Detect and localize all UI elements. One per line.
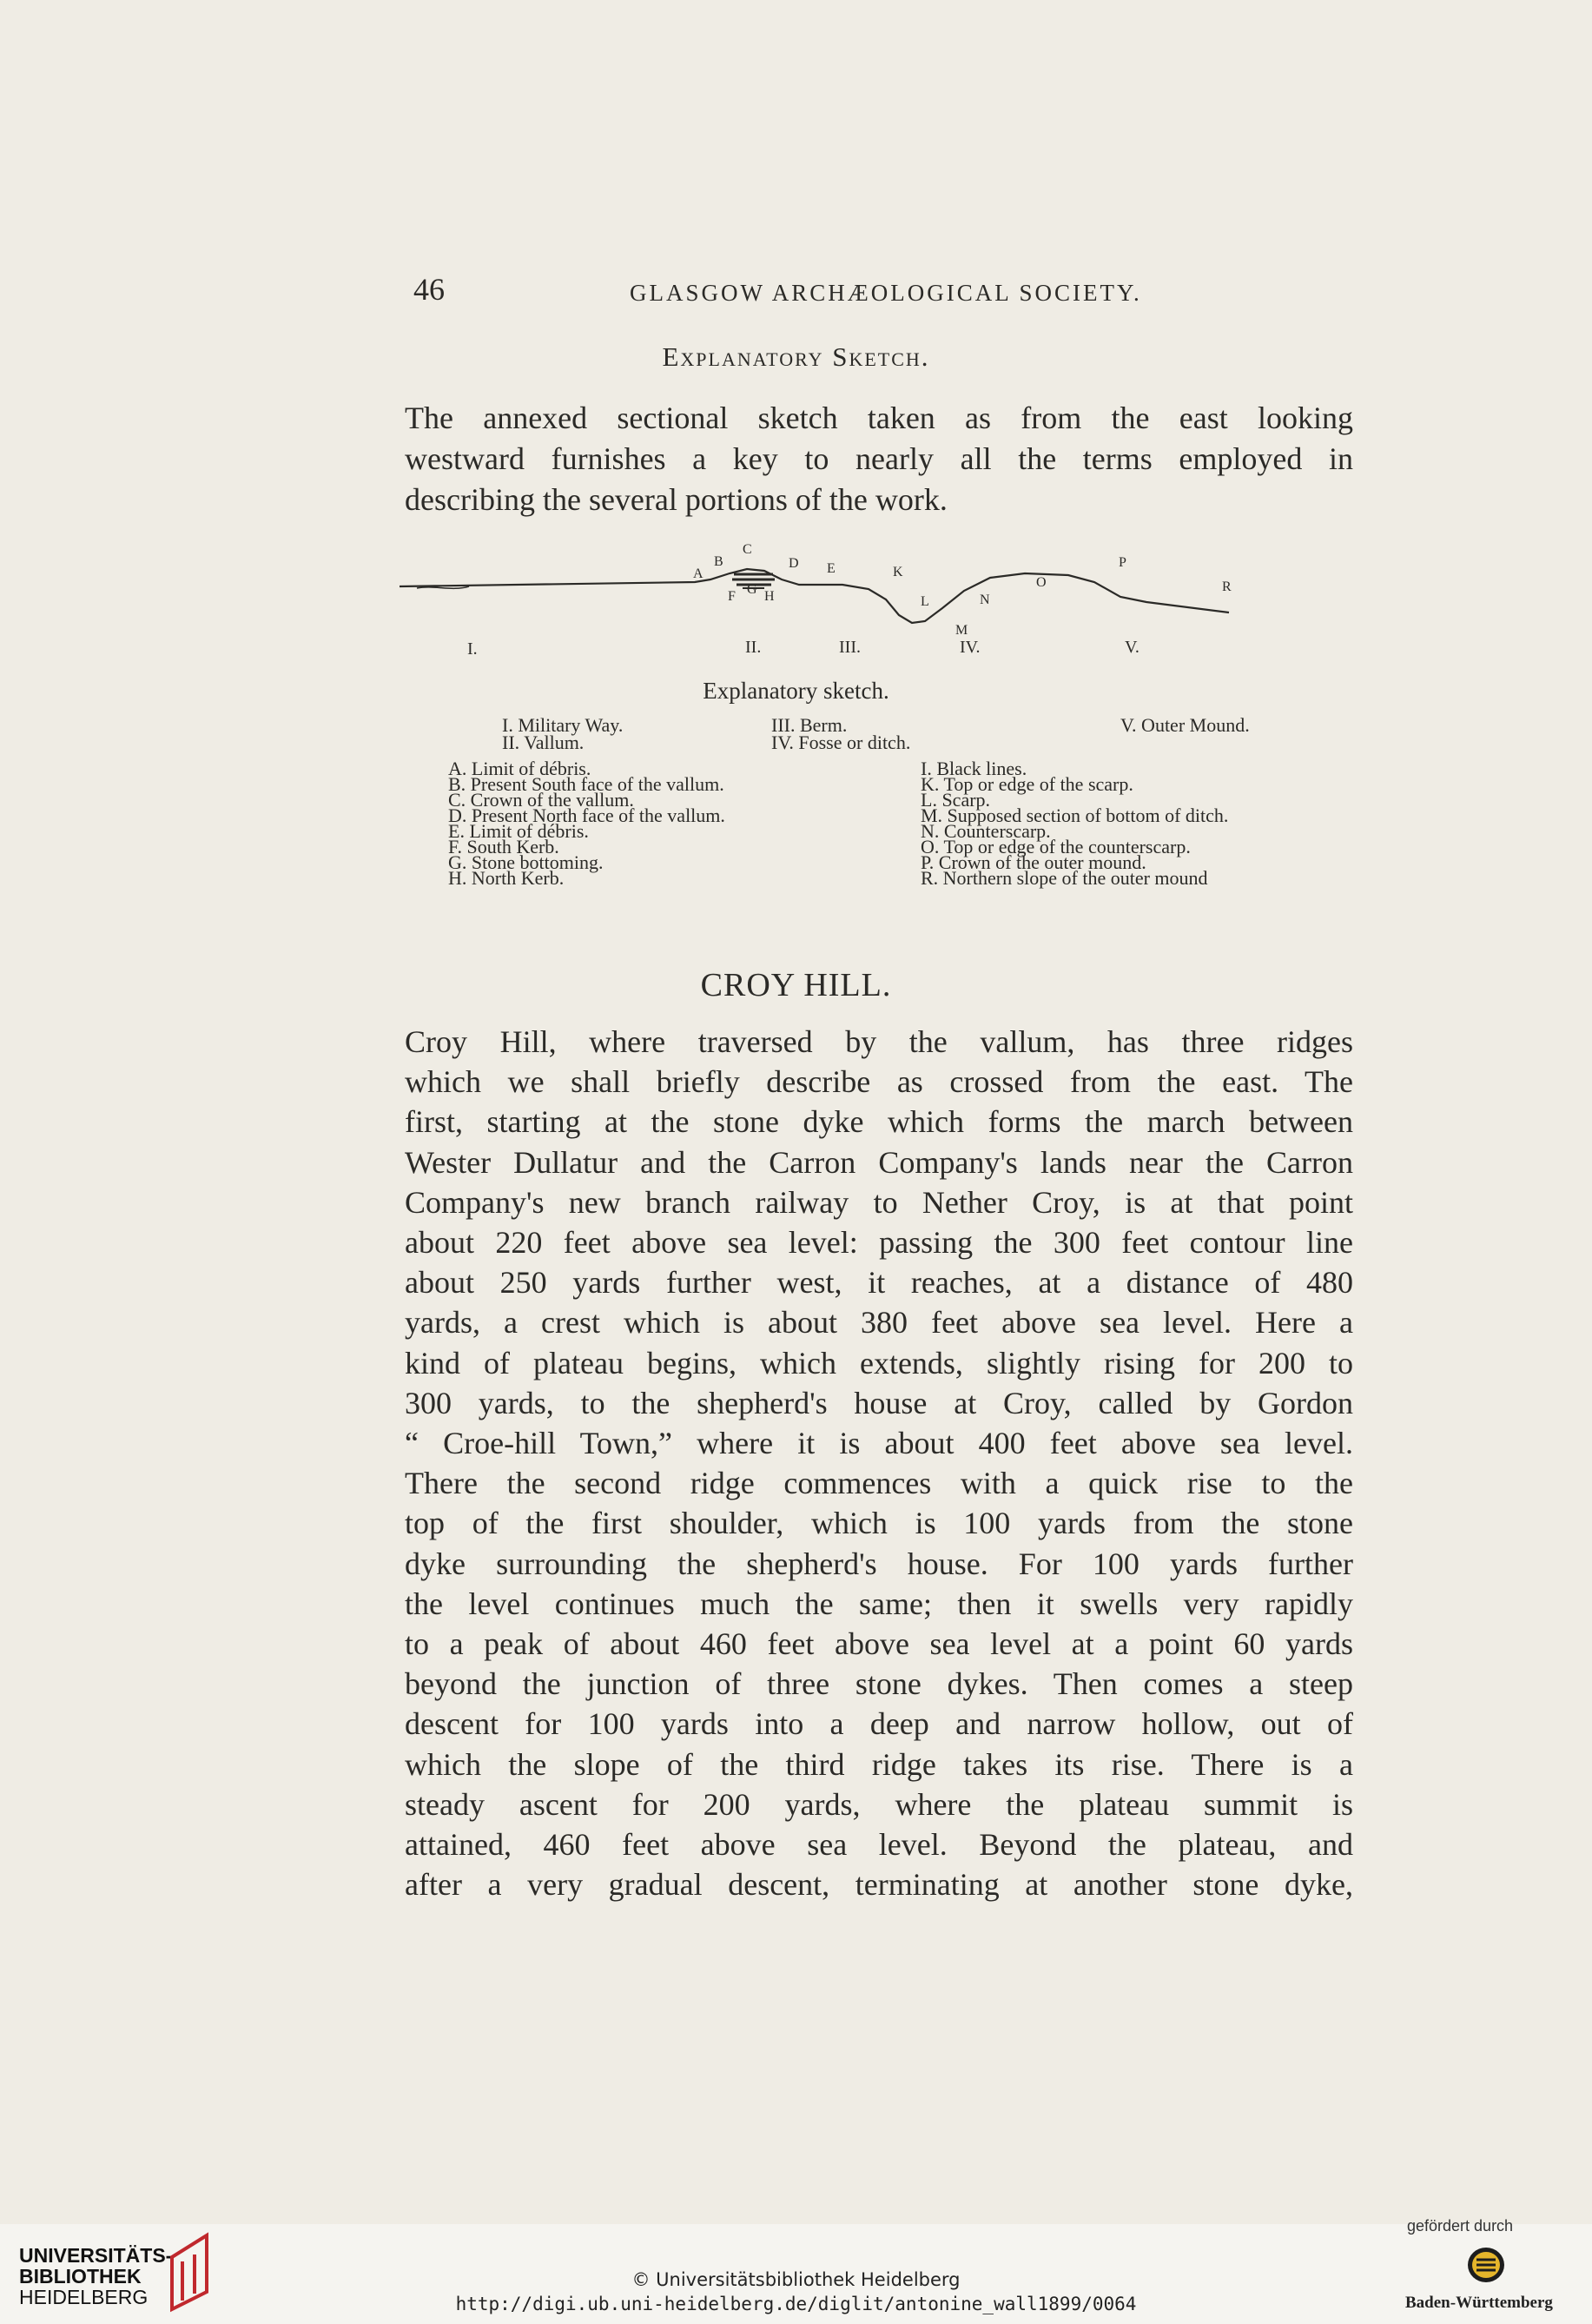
figure-point-label: F [728,589,736,604]
library-name-line: HEIDELBERG [19,2286,149,2308]
figure-point-label: O [1036,575,1047,590]
library-name-line: BIBLIOTHEK [19,2265,142,2288]
sketch-heading: Explanatory Sketch. [662,341,930,372]
body-line: top of the first shoulder, which is 100 yards from the stone [405,1506,1353,1541]
legend-item: K. Top or edge of the scarp. [921,773,1133,795]
legend-item: D. Present North face of the vallum. [448,804,725,826]
figure-point-label: E [827,561,836,576]
figure-section-label: I. [467,639,478,659]
legend-section: V. Outer Mound. [1120,714,1250,736]
intro-line: westward furnishes a key to nearly all the terms employed in [405,441,1353,476]
page-number: 46 [413,272,445,307]
body-line: about 250 yards further west, it reaches, at a distance of 480 [405,1265,1353,1301]
intro-line: describing the several portions of the work. [405,482,948,517]
legend-item: C. Crown of the vallum. [448,789,634,811]
figure-section-label: IV. [960,638,981,657]
legend-item: L. Scarp. [921,789,991,811]
permalink-url[interactable]: http://digi.ub.uni-heidelberg.de/diglit/antonine_wall1899/0064 [455,2294,1137,2314]
figure-section-label: II. [745,638,762,657]
figure-section-label: III. [839,638,861,657]
legend-item: R. Northern slope of the outer mound [921,867,1208,889]
legend-item: O. Top or edge of the counterscarp. [921,836,1191,857]
legend-section: IV. Fosse or ditch. [771,732,911,753]
body-line: attained, 460 feet above sea level. Beyond the plateau, and [405,1827,1353,1863]
body-line: which the slope of the third ridge takes its rise. There is a [405,1746,1353,1782]
legend-item: M. Supposed section of bottom of ditch. [921,804,1229,826]
figure-point-label: P [1119,555,1126,570]
legend-item: B. Present South face of the vallum. [448,773,724,795]
body-line: first, starting at the stone dyke which forms the march between [405,1104,1353,1140]
intro-paragraph [405,398,1353,520]
figure-point-label: G [747,582,757,597]
figure-point-label: M [955,623,968,638]
legend-item: P. Crown of the outer mound. [921,851,1146,873]
legend-item: E. Limit of débris. [448,820,589,842]
legend-item: N. Counterscarp. [921,820,1051,842]
body-line: the level continues much the same; then it swells very rapidly [405,1586,1353,1621]
body-line: Wester Dullatur and the Carron Company's lands near the Carron [405,1144,1353,1180]
legend-item: F. South Kerb. [448,836,559,857]
legend-section: I. Military Way. [502,714,624,736]
section-title: CROY HILL. [700,967,892,1003]
body-line: dyke surrounding the shepherd's house. For 100 yards further [405,1546,1353,1581]
legend-item: A. Limit of débris. [448,758,591,779]
body-line: to a peak of about 460 feet above sea level at a point 60 yards [405,1626,1353,1662]
figure-point-label: R [1222,579,1232,594]
figure-section-label: V. [1125,638,1140,657]
body-line: “ Croe-hill Town,” where it is about 400 feet above sea level. [405,1426,1353,1461]
body-line: descent for 100 yards into a deep and narrow hollow, out of [405,1706,1353,1742]
body-line: steady ascent for 200 yards, where the plateau summit is [405,1786,1353,1822]
explanatory-sketch-figure [400,534,1364,669]
body-line: about 220 feet above sea level: passing the 300 feet contour line [405,1225,1353,1261]
body-line: Croy Hill, where traversed by the vallum, has three ridges [405,1024,1353,1059]
legend-item: G. Stone bottoming. [448,851,604,873]
figure-point-label: A [693,566,704,581]
intro-line: The annexed sectional sketch taken as from the east looking [405,401,1353,435]
legend-section: III. Berm. [771,714,848,736]
sponsor-name[interactable]: Baden-Württemberg [1405,2294,1553,2312]
figure-point-label: D [789,556,799,571]
body-line: Company's new branch railway to Nether Croy, is at that point [405,1184,1353,1220]
legend-section: II. Vallum. [502,732,585,753]
figure-caption: Explanatory sketch. [703,678,889,704]
body-line: kind of plateau begins, which extends, slightly rising for 200 to [405,1345,1353,1380]
figure-point-label: H [764,589,775,604]
legend-item: I. Black lines. [921,758,1027,779]
state-coat-of-arms-icon [1466,2245,1506,2285]
running-title: GLASGOW ARCHÆOLOGICAL SOCIETY. [630,280,1142,306]
copyright-notice: © Universitätsbibliothek Heidelberg [631,2269,961,2290]
body-line: after a very gradual descent, terminating at another stone dyke, [405,1867,1353,1903]
sponsor-label: gefördert durch [1407,2217,1514,2235]
body-line: yards, a crest which is about 380 feet above sea level. Here a [405,1305,1353,1341]
figure-point-label: N [980,593,990,607]
figure-point-label: L [921,594,929,609]
figure-point-label: B [714,554,723,569]
body-line: There the second ridge commences with a quick rise to the [405,1466,1353,1501]
body-line: which we shall briefly describe as crossed from the east. The [405,1064,1353,1100]
figure-point-label: K [893,565,903,579]
body-line: 300 yards, to the shepherd's house at Croy, called by Gordon [405,1385,1353,1420]
body-line: beyond the junction of three stone dykes. Then comes a steep [405,1666,1353,1702]
figure-point-label: C [743,542,752,557]
body-paragraph [405,1022,1353,1904]
library-name-line: UNIVERSITÄTS- [19,2244,173,2267]
legend-item: H. North Kerb. [448,867,565,889]
